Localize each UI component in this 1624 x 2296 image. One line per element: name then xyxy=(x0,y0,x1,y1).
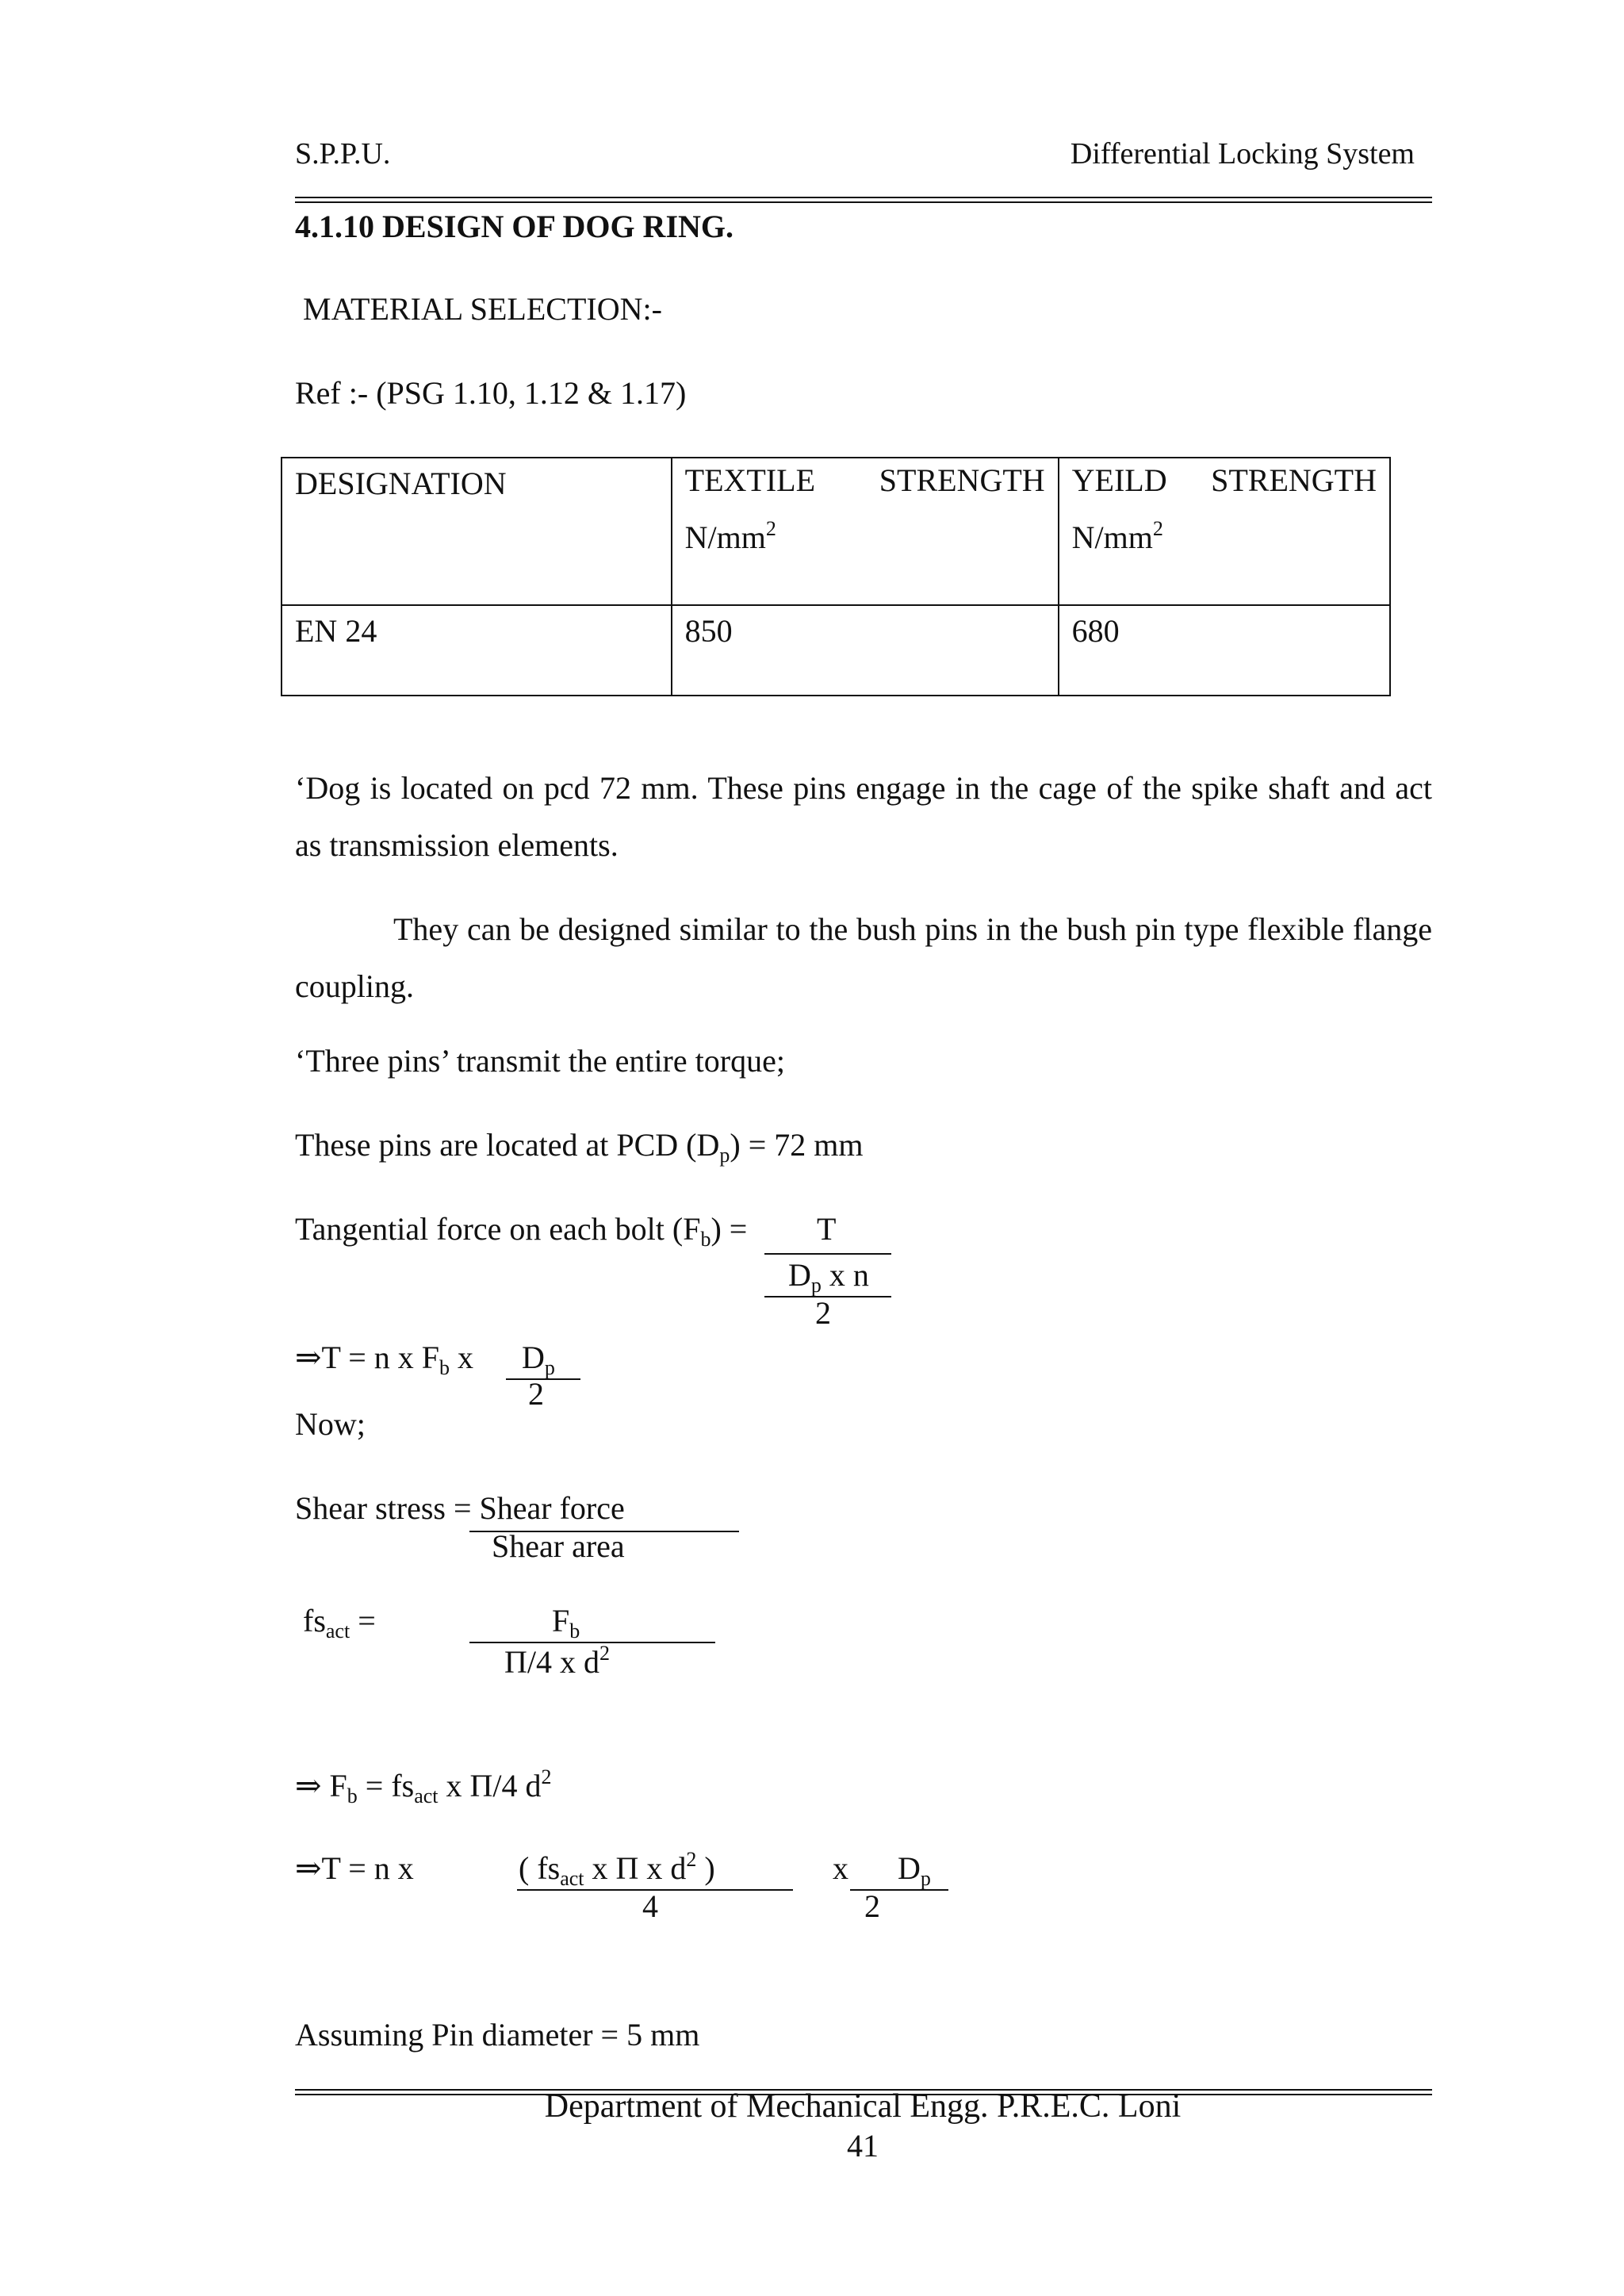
fsact-text-a: fs xyxy=(303,1603,326,1639)
t2-num-sub: act xyxy=(560,1867,584,1890)
tensile-header xyxy=(672,458,1059,605)
fb-sub: b xyxy=(347,1784,358,1807)
section-title: 4.1.10 DESIGN OF DOG RING. xyxy=(295,209,734,244)
fb-sub2: act xyxy=(414,1784,439,1807)
t1-num-sub: p xyxy=(544,1356,555,1379)
t2-num-a: ( fs xyxy=(519,1850,561,1886)
paragraph-pcd xyxy=(295,1126,864,1167)
pcd-sub: p xyxy=(719,1144,730,1167)
yield-header-word2: STRENGTH xyxy=(1211,462,1377,498)
table-header-row xyxy=(282,458,1390,605)
fs-act-lhs xyxy=(303,1602,376,1642)
t2-multiply: x xyxy=(833,1850,848,1886)
t2-denominator-2: 2 xyxy=(864,1888,880,1924)
tangential-force-lhs xyxy=(295,1210,748,1251)
t2-num2-sub: p xyxy=(920,1867,931,1890)
t2-denominator: 4 xyxy=(642,1888,658,1924)
tangential-fraction-bar xyxy=(764,1253,891,1255)
table-row xyxy=(282,605,1390,696)
designation-cell: EN 24 xyxy=(282,605,672,696)
torque-equation-1 xyxy=(295,1339,474,1379)
paragraph-dog-location: ‘Dog is located on pcd 72 mm. These pins engage in the cage of the spike shaft and act as transmission elements. xyxy=(295,770,1432,863)
t1-text-a: ⇒T = n x F xyxy=(295,1340,440,1375)
fsact-den: Π/4 x d xyxy=(504,1644,599,1680)
tangential-text-b: ) = xyxy=(710,1211,748,1247)
tangential-sub: b xyxy=(700,1228,711,1251)
yield-unit-exp: 2 xyxy=(1152,517,1163,540)
pcd-text-b: ) = 72 mm xyxy=(730,1127,864,1163)
torque-equation-2-lhs: ⇒T = n x xyxy=(295,1850,414,1886)
material-selection-heading: MATERIAL SELECTION:- xyxy=(303,291,662,327)
fsact-text-b: = xyxy=(350,1603,376,1639)
tangential-numerator: T xyxy=(817,1211,837,1247)
header-right: Differential Locking System xyxy=(1070,137,1415,171)
designation-header xyxy=(282,458,672,605)
tangential-denominator-2: 2 xyxy=(815,1295,831,1331)
fb-equation xyxy=(295,1765,552,1807)
fsact-numerator xyxy=(552,1602,580,1642)
tangential-text-a: Tangential force on each bolt (F xyxy=(295,1211,701,1247)
fsact-num-sub: b xyxy=(569,1619,580,1642)
tensile-unit-exp: 2 xyxy=(765,517,776,540)
header-left: S.P.P.U. xyxy=(295,137,391,171)
assumption-line: Assuming Pin diameter = 5 mm xyxy=(295,2017,700,2053)
fsact-num-a: F xyxy=(552,1603,570,1639)
t1-text-b: x xyxy=(450,1340,474,1375)
tangential-den-a: D xyxy=(788,1257,811,1293)
t1-num-a: D xyxy=(522,1340,545,1375)
header-rule xyxy=(295,197,1432,203)
now-label: Now; xyxy=(295,1406,366,1442)
paragraph-three-pins: ‘Three pins’ transmit the entire torque; xyxy=(295,1043,785,1079)
shear-numerator: Shear force xyxy=(479,1490,625,1526)
fsact-sub: act xyxy=(325,1619,350,1642)
t1-sub: b xyxy=(439,1356,450,1379)
reference-line: Ref :- (PSG 1.10, 1.12 & 1.17) xyxy=(295,375,687,411)
pcd-text-a: These pins are located at PCD (D xyxy=(295,1127,720,1163)
tangential-denominator xyxy=(788,1256,869,1297)
t2-num-c: ) xyxy=(696,1850,715,1886)
footer-department: Department of Mechanical Engg. P.R.E.C. Loni xyxy=(544,2088,1182,2125)
t2-numerator-2 xyxy=(898,1849,931,1890)
fb-text-a: ⇒ F xyxy=(295,1768,347,1803)
tensile-unit: N/mm xyxy=(684,519,766,555)
page-number: 41 xyxy=(847,2128,879,2164)
fsact-den-exp: 2 xyxy=(599,1642,610,1665)
shear-denominator: Shear area xyxy=(492,1528,625,1564)
shear-stress-equation xyxy=(295,1489,625,1527)
fb-text-c: x Π/4 d xyxy=(438,1768,542,1803)
tensile-cell: 850 xyxy=(672,605,1059,696)
t2-num-b: x Π x d xyxy=(584,1850,687,1886)
shear-lhs: Shear stress = xyxy=(295,1490,480,1526)
t2-numerator xyxy=(519,1848,715,1890)
fb-text-b: = fs xyxy=(357,1768,415,1803)
paragraph-bush-pins: They can be designed similar to the bush pins in the bush pin type flexible flange coupling. xyxy=(295,911,1432,1004)
tensile-header-word1: TEXTILE xyxy=(684,462,816,498)
designation-header-label: DESIGNATION xyxy=(295,466,507,501)
fb-exp: 2 xyxy=(541,1765,552,1788)
yield-header xyxy=(1059,458,1390,605)
yield-unit: N/mm xyxy=(1071,519,1153,555)
yield-cell: 680 xyxy=(1059,605,1390,696)
t1-numerator xyxy=(522,1339,555,1379)
material-table xyxy=(281,457,1391,696)
yield-header-word1: YEILD xyxy=(1071,462,1167,498)
fsact-denominator xyxy=(504,1643,610,1681)
t2-num2-a: D xyxy=(898,1850,921,1886)
tensile-header-word2: STRENGTH xyxy=(879,462,1045,498)
tangential-den-b: x n xyxy=(821,1257,869,1293)
tangential-den-sub: p xyxy=(810,1274,822,1297)
t1-denominator: 2 xyxy=(528,1376,544,1412)
t2-num-exp: 2 xyxy=(686,1848,697,1871)
